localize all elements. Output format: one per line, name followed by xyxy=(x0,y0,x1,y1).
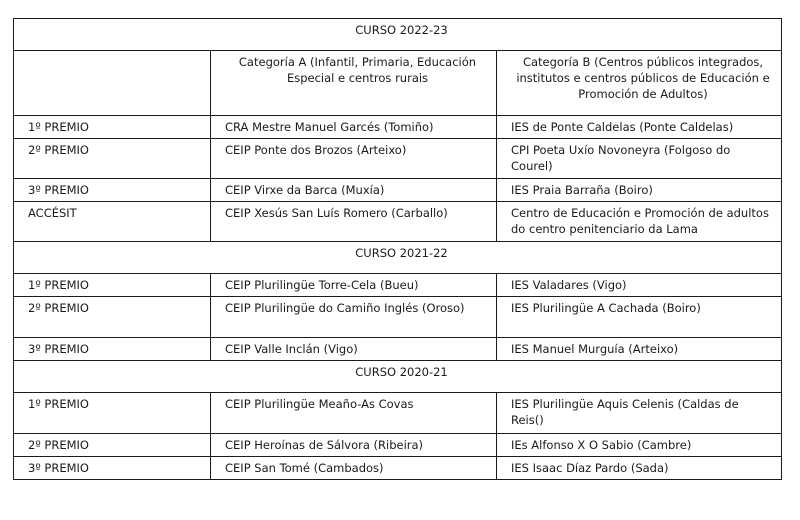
table-row xyxy=(14,393,782,434)
table-row xyxy=(14,434,782,457)
table-row xyxy=(14,457,782,480)
section-title: CURSO 2020-21 xyxy=(14,361,782,393)
section-row xyxy=(14,361,782,393)
table-row xyxy=(14,139,782,179)
prize-cell: 3º PREMIO xyxy=(14,457,211,480)
category-a-cell: CEIP Plurilingüe do Camiño Inglés (Oroso) xyxy=(211,297,497,338)
header-row xyxy=(14,51,782,116)
category-b-cell: IES de Ponte Caldelas (Ponte Caldelas) xyxy=(497,116,782,139)
section-row xyxy=(14,19,782,51)
section-title: CURSO 2022-23 xyxy=(14,19,782,51)
table-row xyxy=(14,179,782,202)
category-a-cell: CEIP Heroínas de Sálvora (Ribeira) xyxy=(211,434,497,457)
section-title: CURSO 2021-22 xyxy=(14,242,782,274)
header-category-a: Categoría A (Infantil, Primaria, Educación Especial e centros rurais xyxy=(211,51,497,116)
category-b-cell: Centro de Educación e Promoción de adultos do centro penitenciario da Lama xyxy=(497,202,782,242)
header-empty-cell xyxy=(14,51,211,116)
category-a-cell: CEIP San Tomé (Cambados) xyxy=(211,457,497,480)
table-row xyxy=(14,116,782,139)
prize-cell: 1º PREMIO xyxy=(14,116,211,139)
header-category-b: Categoría B (Centros públicos integrados, institutos e centros públicos de Educación e Promoción de Adultos) xyxy=(497,51,782,116)
category-b-cell: IES Plurilingüe Aquis Celenis (Caldas de Reis() xyxy=(497,393,782,434)
prize-cell: 1º PREMIO xyxy=(14,274,211,297)
prize-cell: ACCÉSIT xyxy=(14,202,211,242)
table-row xyxy=(14,202,782,242)
prize-cell: 2º PREMIO xyxy=(14,434,211,457)
table-row xyxy=(14,274,782,297)
category-a-cell: CRA Mestre Manuel Garcés (Tomiño) xyxy=(211,116,497,139)
category-b-cell: IES Praia Barraña (Boiro) xyxy=(497,179,782,202)
category-b-cell: IES Valadares (Vigo) xyxy=(497,274,782,297)
prize-cell: 1º PREMIO xyxy=(14,393,211,434)
table-row xyxy=(14,338,782,361)
category-a-cell: CEIP Virxe da Barca (Muxía) xyxy=(211,179,497,202)
prize-cell: 2º PREMIO xyxy=(14,297,211,338)
category-b-cell: IES Manuel Murguía (Arteixo) xyxy=(497,338,782,361)
category-b-cell: CPI Poeta Uxío Novoneyra (Folgoso do Courel) xyxy=(497,139,782,179)
category-a-cell: CEIP Ponte dos Brozos (Arteixo) xyxy=(211,139,497,179)
awards-table xyxy=(13,18,782,480)
category-b-cell: IES Plurilingüe A Cachada (Boiro) xyxy=(497,297,782,338)
table-row xyxy=(14,297,782,338)
category-a-cell: CEIP Plurilingüe Torre-Cela (Bueu) xyxy=(211,274,497,297)
category-a-cell: CEIP Valle Inclán (Vigo) xyxy=(211,338,497,361)
section-row xyxy=(14,242,782,274)
category-b-cell: IEs Alfonso X O Sabio (Cambre) xyxy=(497,434,782,457)
category-a-cell: CEIP Plurilingüe Meaño-As Covas xyxy=(211,393,497,434)
category-b-cell: IES Isaac Díaz Pardo (Sada) xyxy=(497,457,782,480)
prize-cell: 2º PREMIO xyxy=(14,139,211,179)
category-a-cell: CEIP Xesús San Luís Romero (Carballo) xyxy=(211,202,497,242)
prize-cell: 3º PREMIO xyxy=(14,179,211,202)
prize-cell: 3º PREMIO xyxy=(14,338,211,361)
